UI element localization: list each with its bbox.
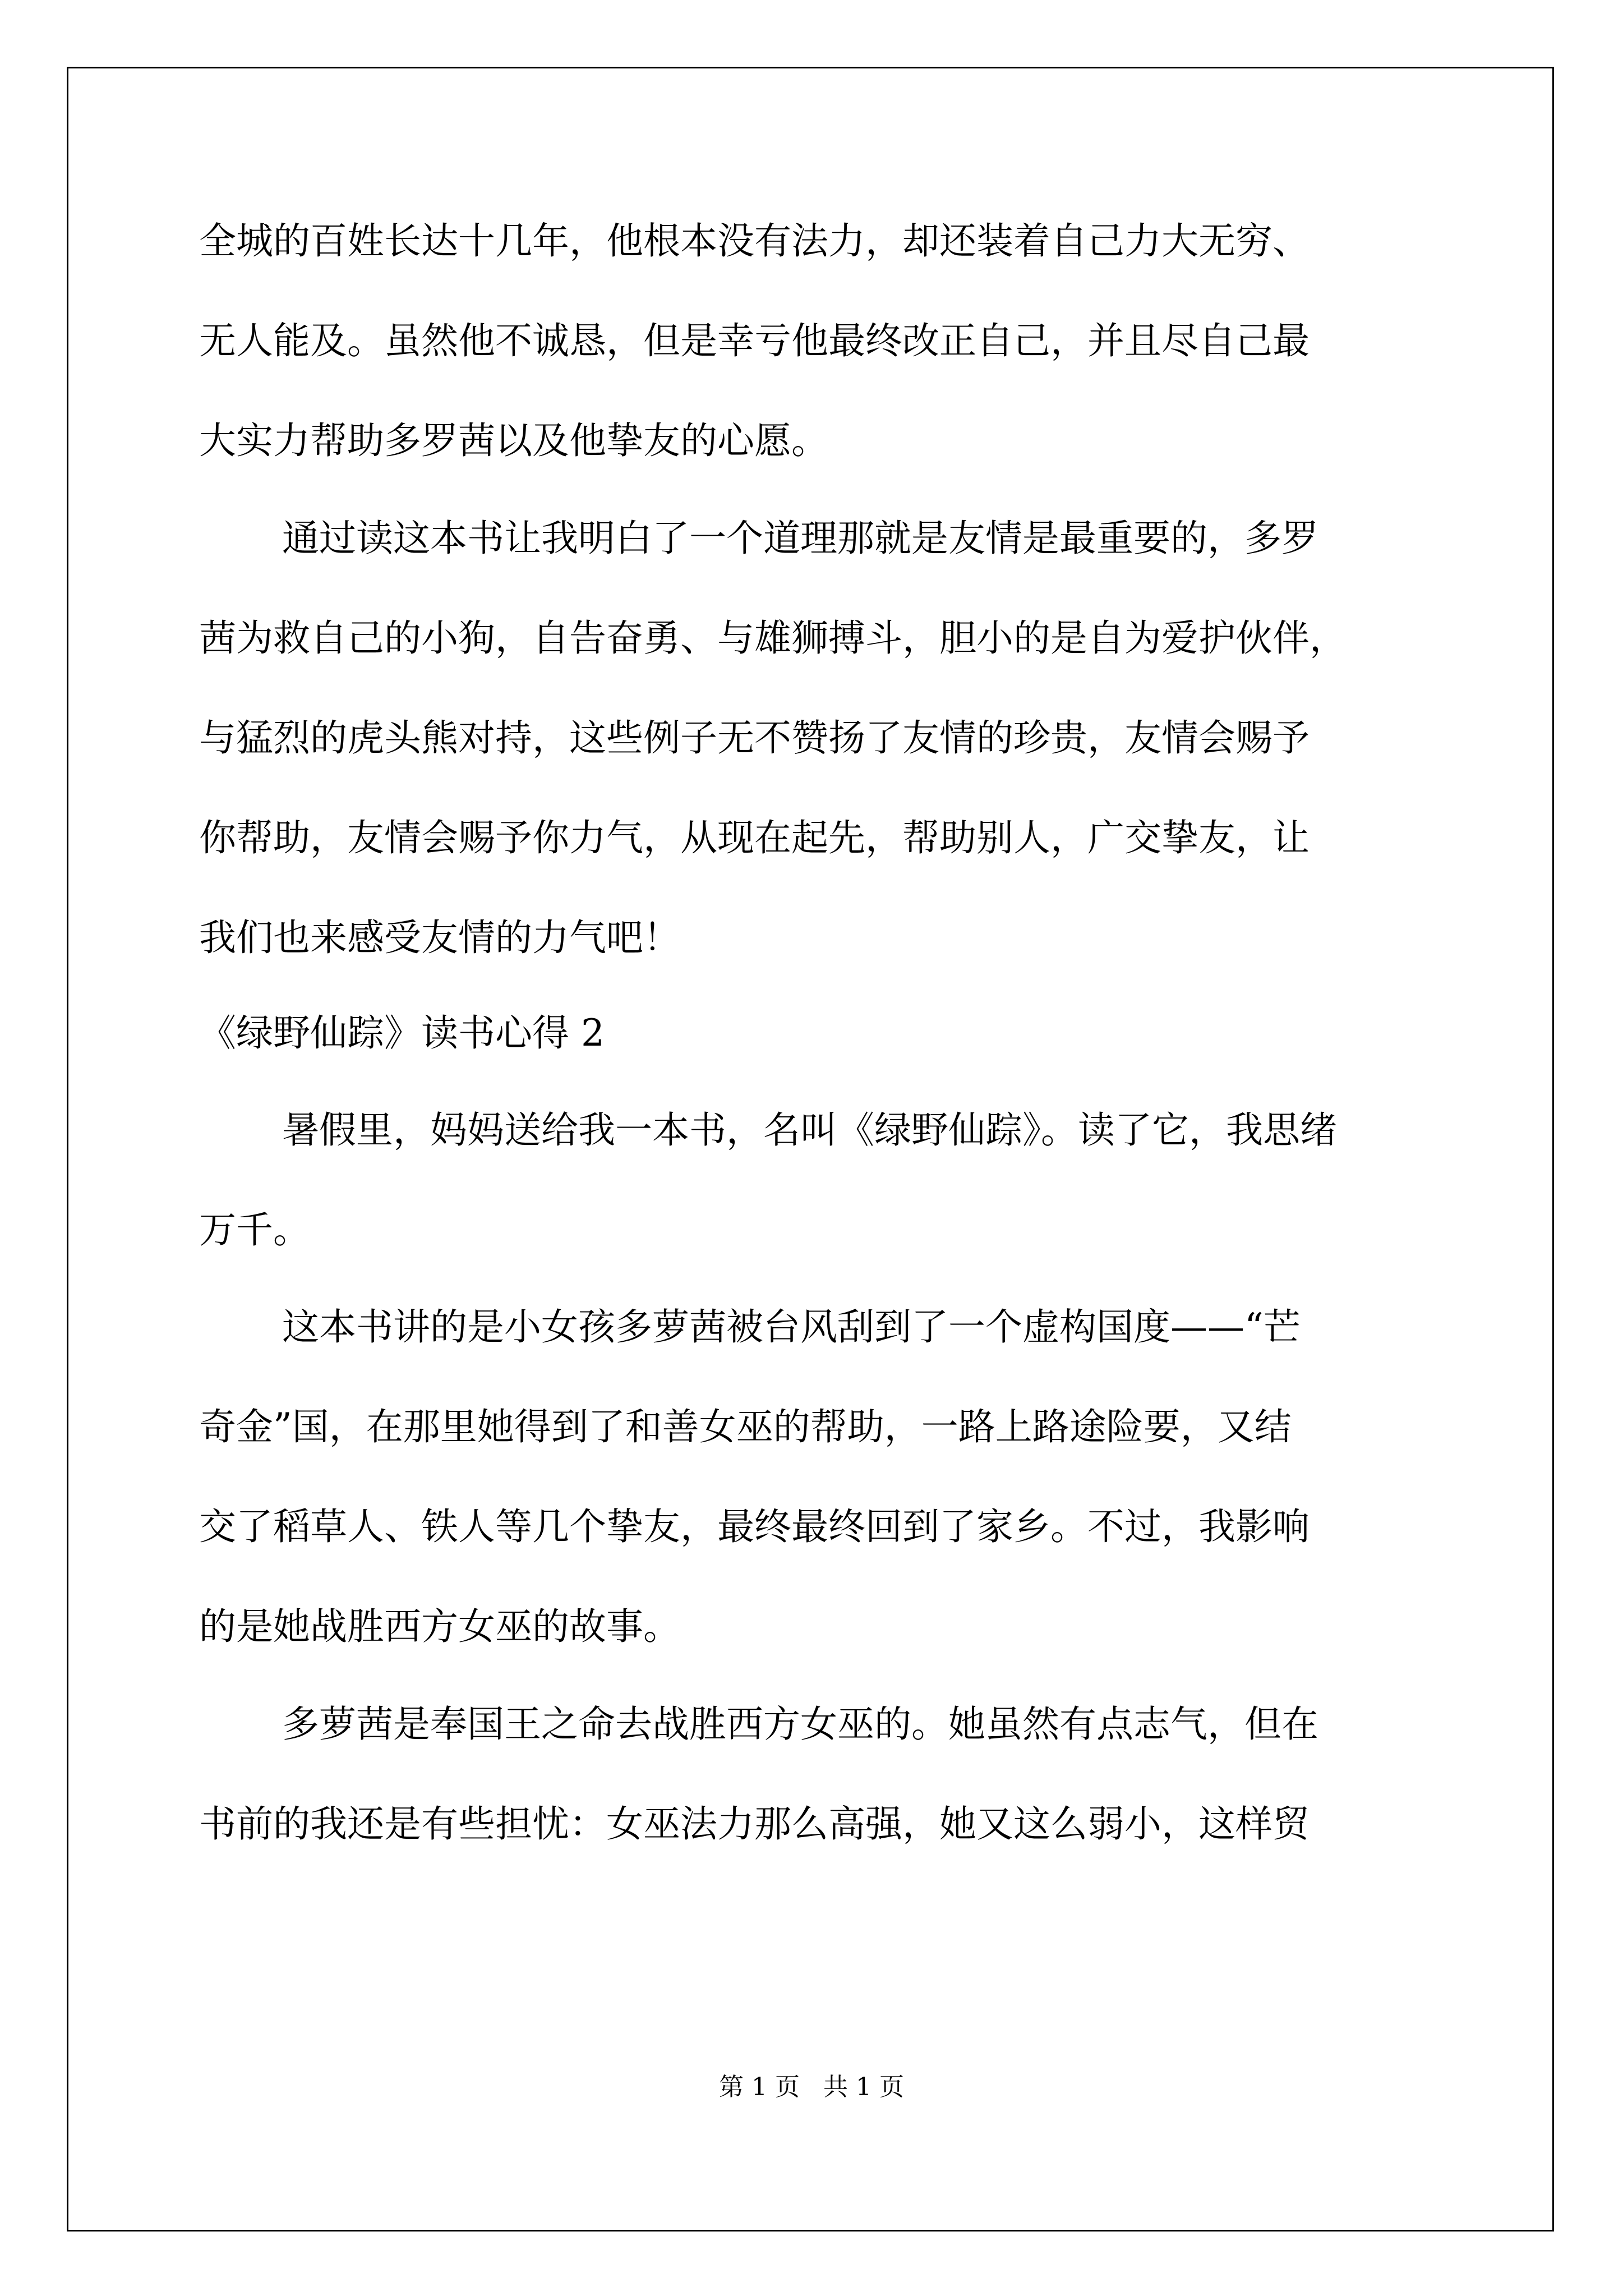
text-line: 这本书讲的是小女孩多萝茜被台风刮到了一个虚构国度——“芒 [282,1305,1301,1349]
text-line: 你帮助，友情会赐予你力气，从现在起先，帮助别人，广交挚友，让 [199,816,1310,859]
text-line: 通过读这本书让我明白了一个道理那就是友情是最重要的，多罗 [282,517,1318,560]
text-line: 与猛烈的虎头熊对持，这些例子无不赞扬了友情的珍贵，友情会赐予 [199,716,1310,760]
text-line: 多萝茜是奉国王之命去战胜西方女巫的。她虽然有点志气，但在 [282,1703,1318,1746]
text-line: 暑假里，妈妈送给我一本书，名叫《绿野仙踪》。读了它，我思绪 [282,1108,1337,1152]
text-line: 无人能及。虽然他不诚恳，但是幸亏他最终改正自己，并且尽自己最 [199,319,1310,362]
text-line: 奇金”国，在那里她得到了和善女巫的帮助，一路上路途险要，又结 [199,1405,1292,1448]
text-line: 茜为救自己的小狗，自告奋勇、与雄狮搏斗，胆小的是自为爱护伙伴， [199,616,1347,660]
page-number-footer: 第 1 页 共 1 页 [719,2073,904,2101]
text-line: 我们也来感受友情的力气吧！ [199,916,680,959]
text-line: 的是她战胜西方女巫的故事。 [199,1605,680,1648]
text-line: 大实力帮助多罗茜以及他挚友的心愿。 [199,419,828,462]
text-line: 全城的百姓长达十几年，他根本没有法力，却还装着自己力大无穷、 [199,219,1310,263]
text-line: 交了稻草人、铁人等几个挚友，最终最终回到了家乡。不过，我影响 [199,1505,1310,1548]
text-line: 万千。 [199,1208,310,1251]
section-heading: 《绿野仙踪》读书心得 2 [199,1011,605,1055]
text-line: 书前的我还是有些担忧：女巫法力那么高强，她又这么弱小，这样贸 [199,1802,1310,1846]
